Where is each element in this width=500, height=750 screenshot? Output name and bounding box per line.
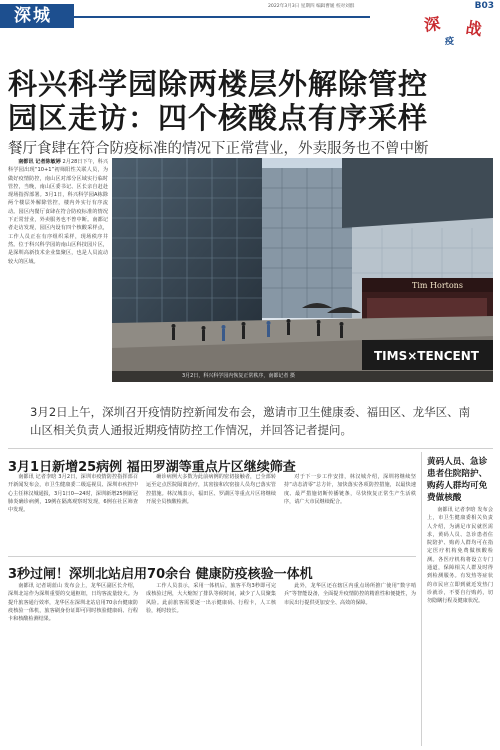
section2-headline: 3秒过闸！深圳北站启用70余台 健康防疫核验一体机 [8, 567, 313, 582]
divider [8, 556, 416, 557]
subheadline: 餐厅食肆在符合防疫标准的情况下正常营业，外卖服务也不曾中断 [8, 141, 429, 157]
section1-column-1: 南都讯 记者李晗 3月2日，深圳市疫情防控指挥部召开新闻发布会，市卫生健康委二级巡视员、深圳市疾控中心主任林汉城通报，3月1日0—24时，深圳新增25例新冠肺炎确诊病例，19例在隔离观察时发现，6例在社区筛查中发现。 [8, 474, 138, 514]
article-text: 2月28日下午，科兴科学园出现“10+1”初筛阳性关联人员，为做好疫情防控，南山区对部分区域实行临时管控，当晚，南山区委书记、区长亲自赶赴现场指挥部署。3月1日，科兴科学园A栋除两个楼层外解除管控，楼内外实行有序流动。园区内餐厅食肆在符合防疫标准的情况下正常营业，外卖服务也不曾中断。南都记者走访发现，园区内设有四个核酸采样点，工作人员正在有序组织采样，现场秩序井然。位于科兴科学园的南山区科技园片区，是深圳高新技术企业集聚区，也是人员流动较大的区域。 [8, 159, 108, 265]
section1-column-3: 对于下一步工作安排，林汉城介绍，深圳将继续坚持“动态清零”总方针，加快落实各项防控措施，以最快速度、最严措施切断传播链条，尽快恢复正常生产生活秩序，请广大市民继续配合。 [284, 474, 416, 505]
header-rule [74, 16, 370, 18]
stamp-char-right: 战 [464, 17, 484, 40]
section2-column-3: 此外，龙华区还在辖区内重点场所推广使用“数字哨兵”等智能设备，全面提升疫情防控的精准性和便捷性，为市民出行提供更加安全、高效的保障。 [284, 583, 416, 606]
lead-paragraph: 3月2日上午，深圳召开疫情防控新闻发布会，邀请市卫生健康委、福田区、龙华区、南山区相关负责人通报近期疫情防控工作情况，并回答记者提问。 [30, 405, 471, 437]
storefront-sign-text: Tim Hortons [412, 281, 463, 290]
editor-label: 编辑 [316, 4, 326, 9]
sidebar-divider [421, 452, 422, 746]
section2-column-2: 工作人员表示，采用一体机后，旅客平均3秒即可完成核验过闸，大大缩短了排队等候时间，减少了人员聚集风险。此前旅客需要逐一出示健康码、行程卡，人工核验，耗时较长。 [146, 583, 276, 614]
headline-line-1: 科兴科学园除两楼层外解除管控 [8, 67, 429, 101]
issue-weekday: 星期四 [300, 4, 315, 9]
page-number: B03 [474, 1, 494, 11]
column-stamp-logo [420, 12, 490, 56]
sidebar-body: 南都讯 记者李晗 发布会上，市卫生健康委相关负责人介绍，为满足市民就医需求，黄码人员、急诊患者住院陪护、购药人群均可在指定医疗机构免费做核酸检测。各医疗机构将设立专门通道，保障相关人群及时得到检测服务。有发热等症状的市民应立即到就近发热门诊就诊，不要自行购药，切勿隐瞒行程及健康状况。 [427, 507, 493, 605]
issue-date: 2022年3月3日 [268, 4, 300, 9]
stamp-char-left: 深 [422, 13, 442, 36]
photo-illustration [112, 158, 493, 382]
section1-column-2: 确诊病例大多数为此前病例的密切接触者，已全部转运至定点医院隔离治疗，其密接和次密接人员均已落实管控措施。林汉城表示，福田区、罗湖区等重点片区将继续开展全员核酸检测。 [146, 474, 276, 505]
headline-line-2: 园区走访：四个核酸点有序采样 [8, 101, 429, 135]
proof-label: 校对 [335, 4, 346, 9]
article-byline: 南都讯 记者陈敏婷 [18, 159, 61, 165]
divider [8, 448, 493, 449]
stamp-char-bottom: 疫 [445, 37, 455, 47]
header-meta [268, 3, 354, 9]
proof-name: 刘群 [345, 4, 355, 9]
storefront-sign-text-2: TIMS×TENCENT [374, 349, 479, 363]
section-tab: 深城 [0, 4, 74, 28]
editor-name: 曹媛 [325, 4, 335, 9]
sidebar-headline: 黄码人员、急诊患者住院陪护、购药人群均可免费做核酸 [427, 457, 488, 503]
news-photo [112, 158, 493, 382]
photo-caption: 3月2日，科兴科学园内恢复正常秩序，南都记者 摄 [112, 371, 493, 382]
section2-column-1: 南都讯 记者胡蓝山 发布会上，龙华区副区长介绍，深圳北站作为深圳重要的交通枢纽，日均客流量较大。为提升旅客通行效率，龙华区在深圳北站启用70余台健康防疫核验一体机，旅客刷身份证即可同时核验健康码、行程卡和核酸检测结果。 [8, 583, 138, 623]
section1-headline: 3月1日新增25病例 福田罗湖等重点片区继续筛查 [8, 460, 296, 475]
article-column-left [8, 158, 108, 364]
